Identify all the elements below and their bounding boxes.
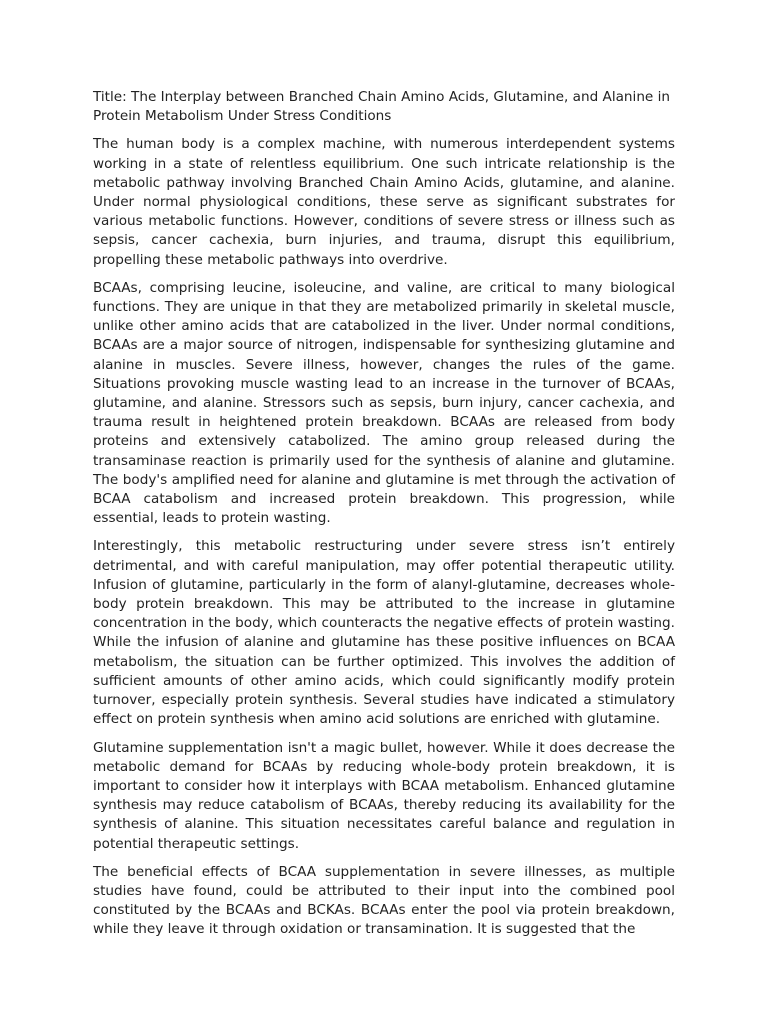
paragraph-bcaa-supplementation: The beneficial effects of BCAA supplementation in severe illnesses, as multiple studies have found, could be attributed to their input into the combined pool constituted by the BCAAs and BCKAs. BCAAs enter the pool via protein breakdown, while they leave it through oxidation or transamination. It is suggested that the xyxy=(93,863,675,938)
paragraph-intro: The human body is a complex machine, with numerous interdependent systems working in a state of relentless equilibrium. One such intricate relationship is the metabolic pathway involving Branched Chain Amino Acids, glutamine, and alanine. Under normal physiological conditions, these serve as significant substrates for various metabolic functions. However, conditions of severe stress or illness such as sepsis, cancer cachexia, burn injuries, and trauma, disrupt this equilibrium, propelling these metabolic pathways into overdrive. xyxy=(93,136,675,268)
paragraph-bcaas: BCAAs, comprising leucine, isoleucine, and valine, are critical to many biological functions. They are unique in that they are metabolized primarily in skeletal muscle, unlike other amino acids that are catabolized in the liver. Under normal conditions, BCAAs are a major source of nitrogen, indispensable for synthesizing glutamine and alanine in muscles. Severe illness, however, changes the rules of the game. Situations provoking muscle wasting lead to an increase in the turnover of BCAAs, glutamine, and alanine. Stressors such as sepsis, burn injury, cancer cachexia, and trauma result in heightened protein breakdown. BCAAs are released from body proteins and extensively catabolized. The amino group released during the transaminase reaction is primarily used for the synthesis of alanine and glutamine. The body's amplified need for alanine and glutamine is met through the activation of BCAA catabolism and increased protein breakdown. This progression, while essential, leads to protein wasting. xyxy=(93,279,675,527)
document-page xyxy=(93,88,675,949)
document-title: Title: The Interplay between Branched Chain Amino Acids, Glutamine, and Alanine in Protein Metabolism Under Stress Conditions xyxy=(93,89,671,125)
paragraph-metabolic-restructuring: Interestingly, this metabolic restructuring under severe stress isn’t entirely detrimental, and with careful manipulation, may offer potential therapeutic utility. Infusion of glutamine, particularly in the form of alanyl-glutamine, decreases whole-body protein breakdown. This may be attributed to the increase in glutamine concentration in the body, which counteracts the negative effects of protein wasting. While the infusion of alanine and glutamine has these positive influences on BCAA metabolism, the situation can be further optimized. This involves the addition of sufficient amounts of other amino acids, which could significantly modify protein turnover, especially protein synthesis. Several studies have indicated a stimulatory effect on protein synthesis when amino acid solutions are enriched with glutamine. xyxy=(93,538,675,728)
paragraph-glutamine-supplementation: Glutamine supplementation isn't a magic bullet, however. While it does decrease the metabolic demand for BCAAs by reducing whole-body protein breakdown, it is important to consider how it interplays with BCAA metabolism. Enhanced glutamine synthesis may reduce catabolism of BCAAs, thereby reducing its availability for the synthesis of alanine. This situation necessitates careful balance and regulation in potential therapeutic settings. xyxy=(93,739,675,852)
